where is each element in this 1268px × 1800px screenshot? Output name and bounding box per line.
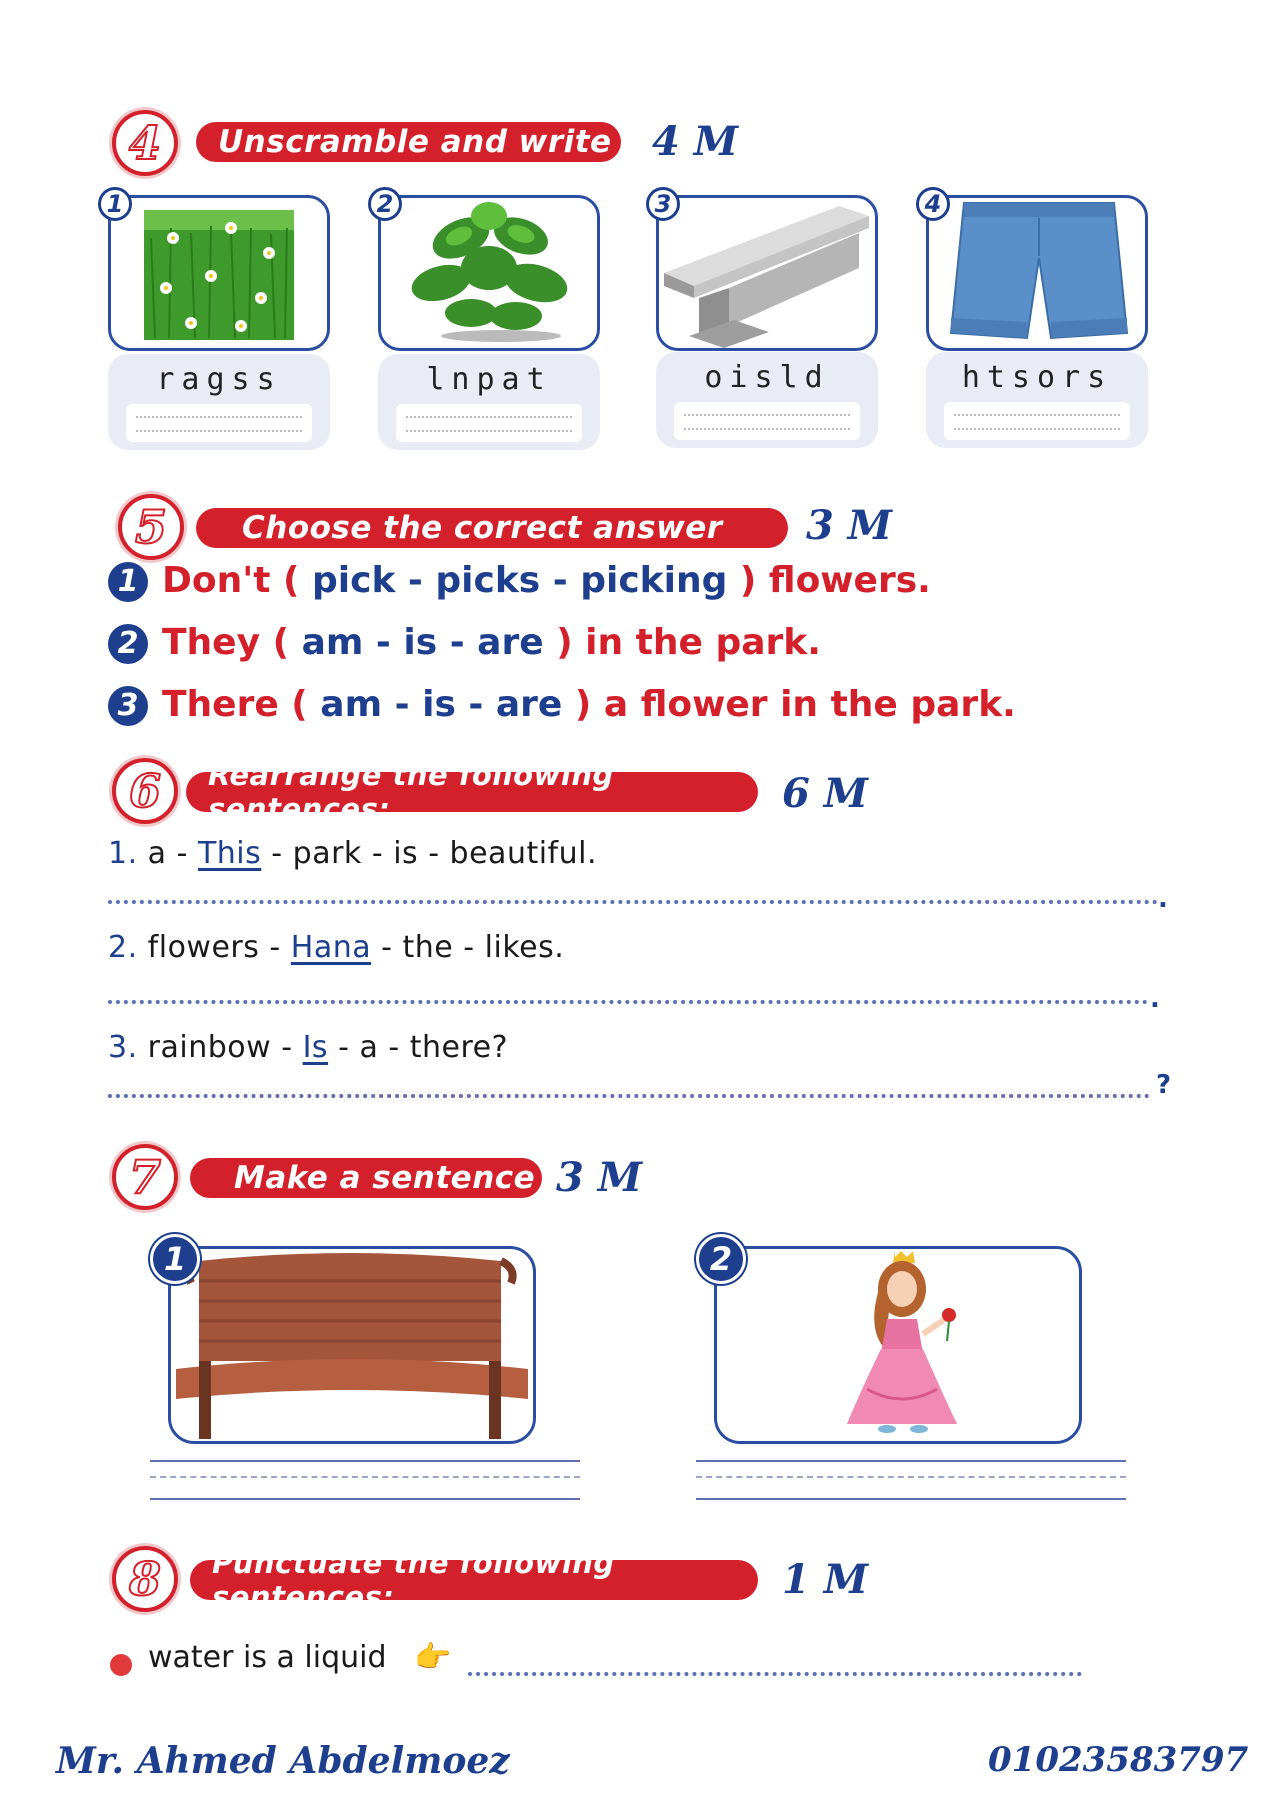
answer-field[interactable] [396,404,582,442]
picture-badge-2: 2 [696,1234,746,1284]
section-5-marks: 3 M [806,502,893,549]
solid-beam-icon [659,198,875,348]
item-badge-4: 4 [916,187,950,221]
section-6-marks: 6 M [782,770,869,817]
item-badge-2: 2 [368,187,402,221]
line-end-mark-3: ? [1156,1070,1172,1100]
question-number: 3 [108,686,148,726]
rearrange-item-1: 1. a - This - park - is - beautiful. [108,836,597,871]
word-tab-3 [656,352,878,448]
word-tab-1 [108,354,330,450]
answer-line-2[interactable] [108,1000,1148,1004]
scrambled-word: ragss [156,362,282,397]
scrambled-word: lnpat [426,362,552,397]
bench-icon [171,1249,533,1441]
princess-icon [717,1249,1079,1441]
section-8-title: Punctuate the following sentences: [190,1560,758,1600]
teacher-phone: 01023583797 [988,1740,1249,1780]
question-number: 1 [108,562,148,602]
punctuate-answer-line[interactable] [468,1672,1082,1676]
item-badge-1: 1 [98,187,132,221]
scrambled-word: oisld [704,360,830,395]
word-tab-4 [926,352,1148,448]
answer-options[interactable]: pick - picks - picking [312,560,728,601]
teacher-name: Mr. Ahmed Abdelmoez [56,1740,510,1782]
question-2: 2 They ( am - is - are ) in the park. [108,622,821,664]
section-4-title: Unscramble and write [196,122,621,162]
sentence-line-2c[interactable] [696,1498,1126,1500]
section-7-number: 7 [112,1144,178,1210]
plant-icon [381,198,597,348]
princess-picture-card [714,1246,1082,1444]
answer-options[interactable]: am - is - are [320,684,563,725]
line-end-mark-1: . [1158,884,1168,914]
answer-field[interactable] [126,404,312,442]
sentence-line-1b[interactable] [150,1476,580,1478]
question-number: 2 [108,624,148,664]
plant-picture-card [378,195,600,351]
punctuate-sentence: water is a liquid [148,1640,387,1675]
answer-field[interactable] [944,402,1130,440]
shorts-icon [929,198,1145,348]
section-8-number: 8 [112,1546,178,1612]
section-6-title: Rearrange the following sentences: [186,772,758,812]
section-4-marks: 4 M [652,118,739,165]
sentence-line-1c[interactable] [150,1498,580,1500]
grass-picture-card [108,195,330,351]
rearrange-item-2: 2. flowers - Hana - the - likes. [108,930,565,965]
line-end-mark-2: . [1150,984,1160,1014]
grass-icon [111,198,327,348]
section-8-marks: 1 M [782,1556,869,1603]
section-7-marks: 3 M [556,1154,643,1201]
solid-picture-card [656,195,878,351]
answer-line-3[interactable] [108,1094,1150,1098]
scrambled-word: htsors [961,360,1113,395]
section-5-number: 5 [118,494,184,560]
section-5-title: Choose the correct answer [196,508,788,548]
section-7-title: Make a sentence [190,1158,542,1198]
answer-options[interactable]: am - is - are [301,622,544,663]
sentence-line-2b[interactable] [696,1476,1126,1478]
shorts-picture-card [926,195,1148,351]
item-badge-3: 3 [646,187,680,221]
sentence-line-2a[interactable] [696,1460,1126,1462]
section-4-number: 4 [112,110,178,176]
answer-line-1[interactable] [108,900,1158,904]
answer-field[interactable] [674,402,860,440]
section-6-number: 6 [112,758,178,824]
word-tab-2 [378,354,600,450]
rearrange-item-3: 3. rainbow - Is - a - there? [108,1030,509,1065]
picture-badge-1: 1 [150,1234,200,1284]
question-1: 1 Don't ( pick - picks - picking ) flowers. [108,560,931,602]
bench-picture-card [168,1246,536,1444]
question-3: 3 There ( am - is - are ) a flower in the park. [108,684,1016,726]
pointing-hand-icon: 👉 [414,1640,452,1675]
sentence-line-1a[interactable] [150,1460,580,1462]
bullet-icon [110,1654,132,1676]
